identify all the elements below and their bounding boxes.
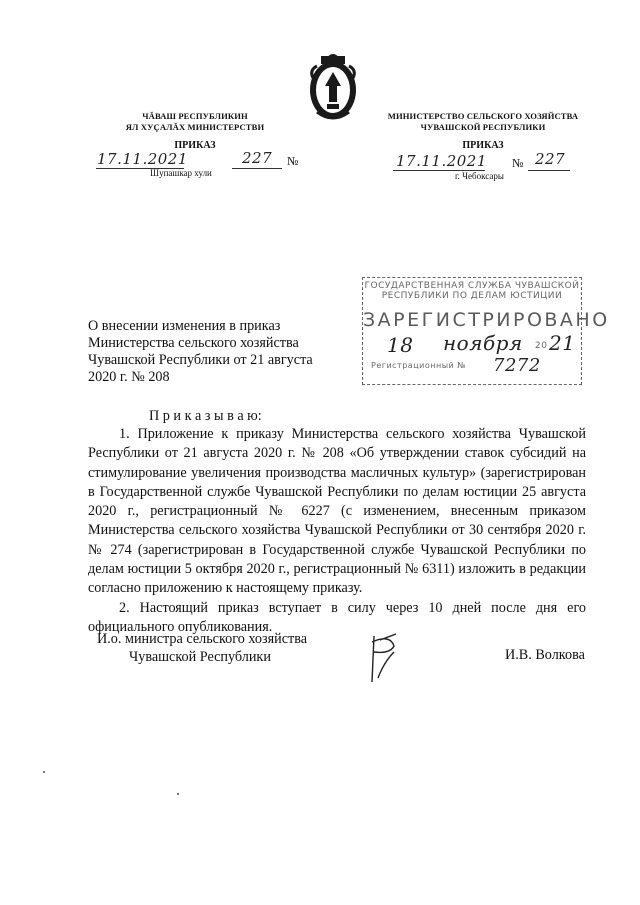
header-right-number: 227	[535, 150, 566, 168]
header-left-line2: ЯЛ ХУҪАЛĂХ МИНИСТЕРСТВИ	[125, 122, 265, 132]
header-left-number-sign: №	[287, 154, 299, 168]
subject-line1: О внесении изменения в приказ	[88, 318, 281, 334]
signer-position-line1: И.о. министра сельского хозяйства	[97, 631, 308, 647]
header-right-line2: ЧУВАШСКОЙ РЕСПУБЛИКИ	[420, 122, 546, 132]
stamp-year-prefix: 20	[535, 341, 548, 351]
stamp-registered: ЗАРЕГИСТРИРОВАНО	[363, 309, 610, 331]
header-right	[383, 111, 583, 133]
signer-position-line2: Чувашской Республики	[129, 649, 271, 665]
header-right-city: г. Чебоксары	[455, 171, 504, 181]
registration-stamp	[362, 277, 610, 385]
stamp-date-row	[363, 331, 581, 357]
order-subject	[88, 318, 328, 386]
coat-of-arms-emblem	[303, 52, 363, 124]
stamp-line1: ГОСУДАРСТВЕННАЯ СЛУЖБА ЧУВАШСКОЙ	[364, 281, 580, 291]
order-item-1: 1. Приложение к приказу Министерства сельского хозяйства Чувашской Республики от 21 августа 2020 г. № 208 «Об утверждении ставок субсидий на стимулирование увеличения производства масличных культур» (зарегистрирован в Государственной службе Чувашской Республики по делам юстиции 25 августа 2020 г., регистрационный № 6227 (с изменением, внесенным приказом Министерства сельского хозяйства Чувашской Республики от 30 сентября 2020 г. № 274 (зарегистрирован в Государственной службе Чувашской Республики по делам юстиции 5 октября 2020 г., регистрационный № 6311) изложить в редакции согласно приложению к настоящему приказу.	[88, 426, 586, 597]
header-left-number-underline	[232, 168, 282, 169]
header-right-line1: МИНИСТЕРСТВО СЕЛЬСКОГО ХОЗЯЙСТВА	[387, 111, 579, 121]
stamp-reg-row	[363, 357, 581, 375]
subject-line3: Чувашской Республики от 21 августа	[88, 352, 313, 368]
stamp-day: 18	[387, 333, 414, 357]
scan-speck	[177, 793, 179, 795]
header-left-date: 17.11.2021	[97, 150, 188, 168]
stamp-year-suffix: 21	[549, 331, 576, 355]
header-left-number: 227	[242, 149, 273, 167]
order-word: П р и к а з ы в а ю:	[149, 408, 262, 424]
header-left	[105, 111, 285, 133]
header-left-order-title: ПРИКАЗ	[174, 140, 216, 151]
header-right-date: 17.11.2021	[396, 152, 487, 170]
stamp-line2: РЕСПУБЛИКИ ПО ДЕЛАМ ЮСТИЦИИ	[381, 291, 563, 301]
stamp-month: ноября	[443, 331, 523, 355]
header-left-city: Шупашкар хули	[150, 168, 212, 178]
stamp-reg-number: 7272	[493, 355, 541, 376]
header-right-number-underline	[528, 170, 570, 171]
signer-position	[97, 630, 357, 666]
header-right-order-title: ПРИКАЗ	[462, 140, 504, 151]
scan-speck	[43, 771, 45, 773]
header-left-line1: ЧĂВАШ РЕСПУБЛИКИН	[142, 111, 248, 121]
subject-line2: Министерства сельского хозяйства	[88, 335, 299, 351]
signer-name: И.В. Волкова	[505, 647, 585, 663]
header-right-number-sign: №	[512, 156, 524, 170]
stamp-reg-label: Регистрационный №	[371, 361, 467, 370]
subject-line4: 2020 г. № 208	[88, 369, 170, 385]
handwritten-signature	[360, 632, 410, 684]
order-body	[88, 425, 586, 637]
order-item-2: 2. Настоящий приказ вступает в силу через 10 дней после дня его официального опубликования.	[88, 599, 586, 635]
